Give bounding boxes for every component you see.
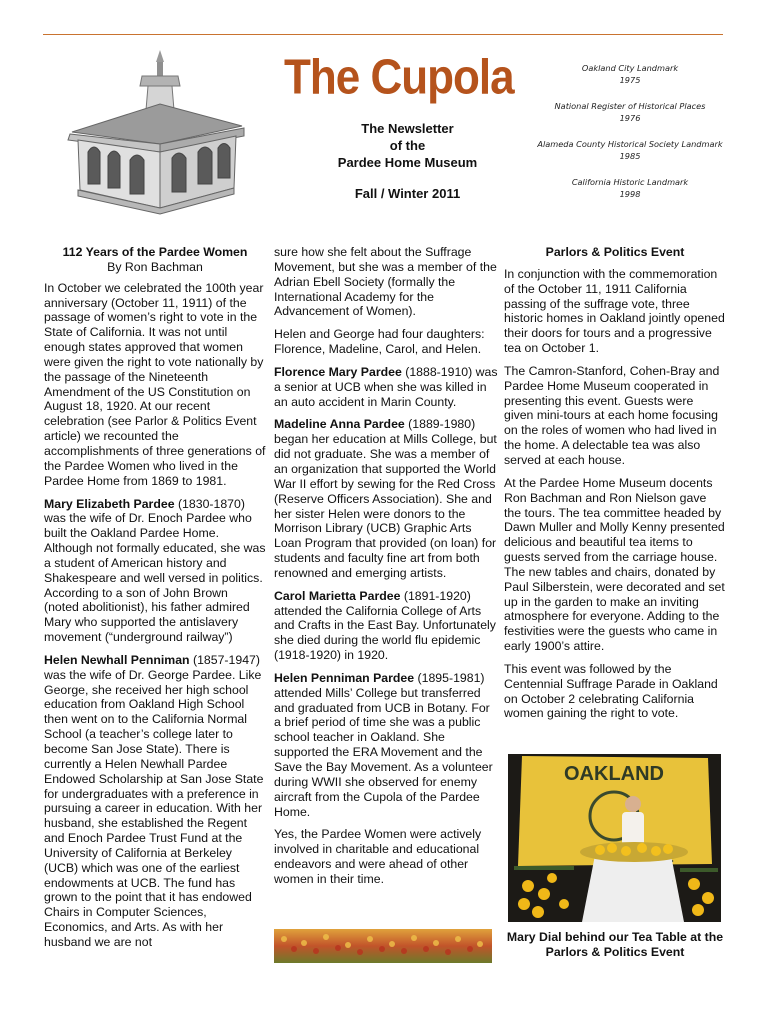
carol-paragraph: [274, 589, 498, 663]
madeline-text: (1889-1980) began her education at Mills College, but did not graduate. She was a member of an organization that supported the World War II effort by sewing for the Red Cross (Reserve Officers Association). She and her sister Helen were donors to the Morrison Library (UCB) Graphic Arts Loan Program that provided (on loan) for students and faculty fine art from both renowned and emerging artists.: [274, 417, 497, 580]
helen-penniman-name: Helen Penniman Pardee: [274, 670, 415, 685]
landmark-name: California Historic Landmark: [571, 177, 689, 187]
cupola-illustration: [52, 40, 252, 220]
event-heading: Parlors & Politics Event: [545, 245, 685, 259]
landmark-name: Alameda County Historical Society Landmark: [537, 139, 723, 149]
banner-text: OAKLAND: [564, 763, 664, 785]
florence-name: Florence Mary Pardee: [274, 364, 402, 379]
photo-caption: Mary Dial behind our Tea Table at the Parlors & Politics Event: [506, 930, 724, 959]
newsletter-subtitle-line-3: Pardee Home Museum: [337, 155, 478, 170]
landmark-item: [530, 176, 730, 214]
tea-table-photo-scene: [508, 754, 721, 922]
article-continued: sure how she felt about the Suffrage Movement, but she was a member of the Adrian Ebell Society (formally the International Academy for the Advancement of Women).: [274, 245, 497, 319]
newsletter-subtitle-line-2: of the: [389, 138, 426, 153]
mary-name: Mary Elizabeth Pardee: [44, 496, 175, 511]
newsletter-subtitle-line-1: The Newsletter: [361, 121, 454, 136]
event-paragraph-4: This event was followed by the Centennial Suffrage Parade in Oakland on October 2 celebrating California women gaining the right to vote.: [504, 661, 718, 721]
mary-paragraph: [44, 497, 266, 645]
landmark-name: Oakland City Landmark: [581, 63, 679, 73]
closing-paragraph: Yes, the Pardee Women were actively involved in charitable and educational endeavors and were ahead of other women in their time.: [274, 827, 482, 886]
landmark-year: 1976: [619, 113, 641, 123]
helen-text: (1857-1947) was the wife of Dr. George Pardee. Like George, she received her high school education from Oakland High School then went on to the California Normal School (a teacher’s college later to become San Jose State). There is currently a Helen Newhall Pardee Endowed Scholarship at San Jose State for undergraduates with a preference in pursuing a career in education. With her husband, she established the Regent and Enoch Pardee Trust Fund at the University of California at Berkeley (UCB) which was one of the earliest endowments at UCB. The fund has grown to the point that it has endowed Chairs in Computer Sciences, Economics, and Arts. As with her husband we are not: [44, 652, 264, 949]
carol-text: (1891-1920) attended the California College of Arts and Crafts in the East Bay. Unfortunately she died during the world flu epidemic (1918-1920) in 1920.: [274, 588, 496, 663]
event-paragraph-1: In conjunction with the commemoration of the October 11, 1911 California passing of the suffrage vote, three historic homes in Oakland jointly opened their doors for tours and a progressive tea on October 1.: [504, 266, 725, 356]
daughters-paragraph: Helen and George had four daughters: Florence, Madeline, Carol, and Helen.: [274, 327, 485, 357]
landmark-list: [530, 62, 730, 214]
madeline-paragraph: [274, 417, 498, 580]
landmark-name: National Register of Historical Places: [554, 101, 706, 111]
event-paragraph-3: At the Pardee Home Museum docents Ron Bachman and Ron Nielson gave the tours. The tea committee headed by Dawn Muller and Molly Kenny presented delicious and beautiful tea items to guests served from the carriage house. The new tables and chairs, donated by Paul Silberstein, were decorated and set up in the garden to make an inviting atmosphere for everyone. Adding to the festivities were the guests who came in early 1900’s attire.: [504, 475, 725, 654]
article-byline: By Ron Bachman: [107, 259, 203, 274]
issue-date: Fall / Winter 2011: [354, 186, 461, 201]
helen-name: Helen Newhall Penniman: [44, 652, 190, 667]
carol-name: Carol Marietta Pardee: [274, 588, 401, 603]
landmark-item: [530, 138, 730, 176]
mary-text: (1830-1870) was the wife of Dr. Enoch Pardee who built the Oakland Pardee Home. Although not formally educated, she was a student of American history and Shakespeare and well versed in politics. According to a son of John Brown (noted abolitionist), his father admired Mary who supported the antislavery movement (“underground railway”): [44, 496, 266, 645]
article-intro: In October we celebrated the 100th year anniversary (October 11, 1911) of the passage of women’s right to vote in the State of California. It was not until enough states approved that women were given the right to vote nationally by the passage of the Nineteenth Amendment of the US Constitution on August 18, 1920. At our recent celebration (see Parlor & Politics Event article) we recounted the accomplishments of three generations of the Pardee Women who lived in the Pardee Home from 1869 to 1981.: [44, 280, 266, 488]
landmark-item: [530, 62, 730, 100]
landmark-year: 1998: [619, 189, 641, 199]
florence-text: (1888-1910) was a senior at UCB when she was killed in an auto accident in Marin County.: [274, 364, 498, 409]
tea-table-photo: [508, 754, 721, 922]
event-column: [504, 245, 726, 729]
event-paragraph-2: The Camron-Stanford, Cohen-Bray and Pardee Home Museum cooperated in presenting this event. Guests were given mini-tours at each home focusing on the roles of women who had lived in the home. A delectable tea was also served at each house.: [504, 363, 720, 467]
top-rule: [43, 34, 723, 35]
landmark-item: [530, 100, 730, 138]
landmark-year: 1985: [619, 151, 641, 161]
article-column-2: [274, 245, 498, 895]
helen-penniman-paragraph: [274, 671, 498, 819]
landmark-year: 1975: [619, 75, 641, 85]
article-column-1: [44, 245, 266, 958]
madeline-name: Madeline Anna Pardee: [274, 417, 405, 432]
article-heading: 112 Years of the Pardee Women: [62, 245, 248, 259]
helen-penniman-text: (1895-1981) attended Mills’ College but transferred and graduated from UCB in Botany. For a brief period of time she was a public school teacher in Oakland. She supported the ERA Movement and the Save the Bay Movement. As a volunteer during WWII she observed for enemy aircraft from the Cupola of the Pardee Home.: [274, 670, 493, 819]
florence-paragraph: [274, 365, 498, 410]
newsletter-title: The Cupola: [284, 50, 514, 105]
helen-paragraph: [44, 653, 266, 950]
flower-strip-image: [274, 929, 492, 963]
